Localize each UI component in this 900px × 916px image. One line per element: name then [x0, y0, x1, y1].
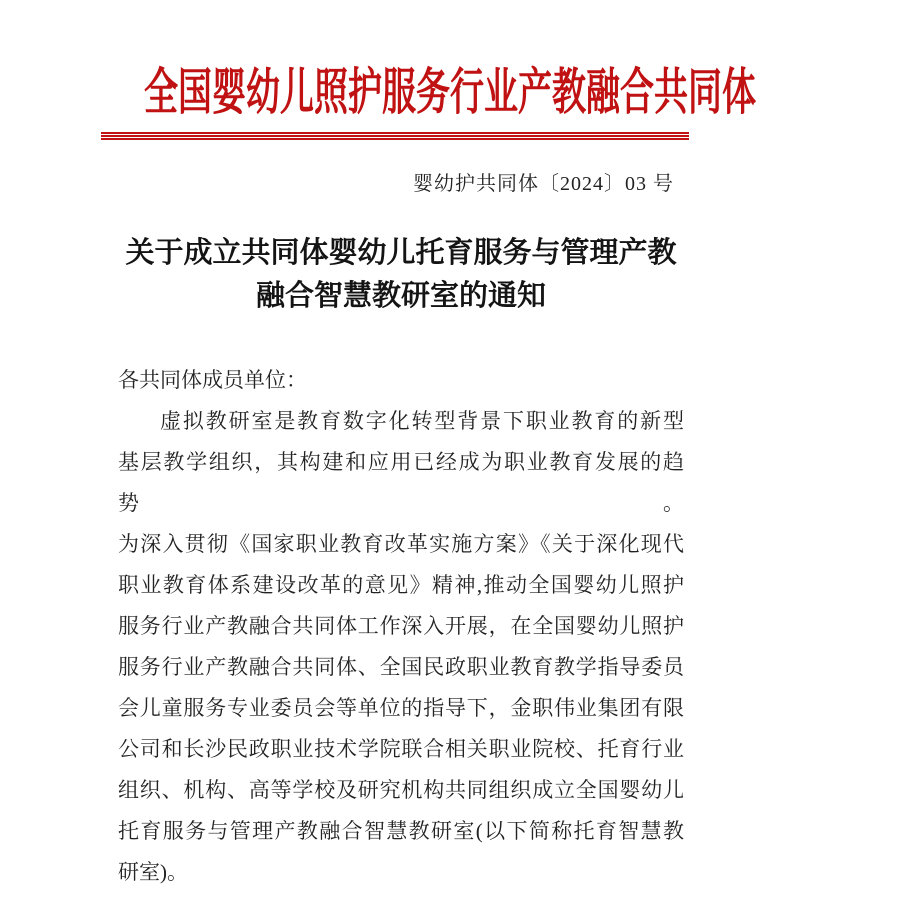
body-line: 基层教学组织，其构建和应用已经成为职业教育发展的趋势。 [118, 450, 684, 515]
body-line: 服务行业产教融合共同体工作深入开展，在全国婴幼儿照护 [118, 614, 684, 638]
document-title [118, 232, 684, 318]
body-line: 托育服务与管理产教融合智慧教研室(以下简称托育智慧教 [118, 819, 684, 843]
body-line: 职业教育体系建设改革的意见》精神,推动全国婴幼儿照护 [118, 573, 684, 597]
document-page [0, 62, 790, 916]
document-masthead [0, 62, 790, 122]
body-line: 服务行业产教融合共同体、全国民政职业教育教学指导委员 [118, 655, 684, 679]
document-title-line-1: 关于成立共同体婴幼儿托育服务与管理产教 [125, 237, 677, 269]
document-content [118, 170, 684, 893]
document-body [118, 360, 684, 893]
body-line: 公司和长沙民政职业技术学院联合相关职业院校、托育行业 [118, 737, 684, 761]
salutation: 各共同体成员单位： [118, 368, 307, 392]
body-line: 会儿童服务专业委员会等单位的指导下，金职伟业集团有限 [118, 696, 684, 720]
document-title-line-2: 融合智慧教研室的通知 [255, 280, 546, 312]
body-line: 研室)。 [118, 860, 188, 884]
body-line: 为深入贯彻《国家职业教育改革实施方案》《关于深化现代 [118, 532, 684, 556]
org-title-text: 全国婴幼儿照护服务行业产教融合共同体 [144, 64, 756, 120]
document-number: 婴幼护共同体〔2024〕03 号 [413, 173, 674, 195]
body-line: 虚拟教研室是教育数字化转型背景下职业教育的新型 [160, 409, 684, 433]
body-line: 组织、机构、高等学校及研究机构共同组织成立全国婴幼儿 [118, 778, 684, 802]
red-separator-line [101, 132, 689, 140]
